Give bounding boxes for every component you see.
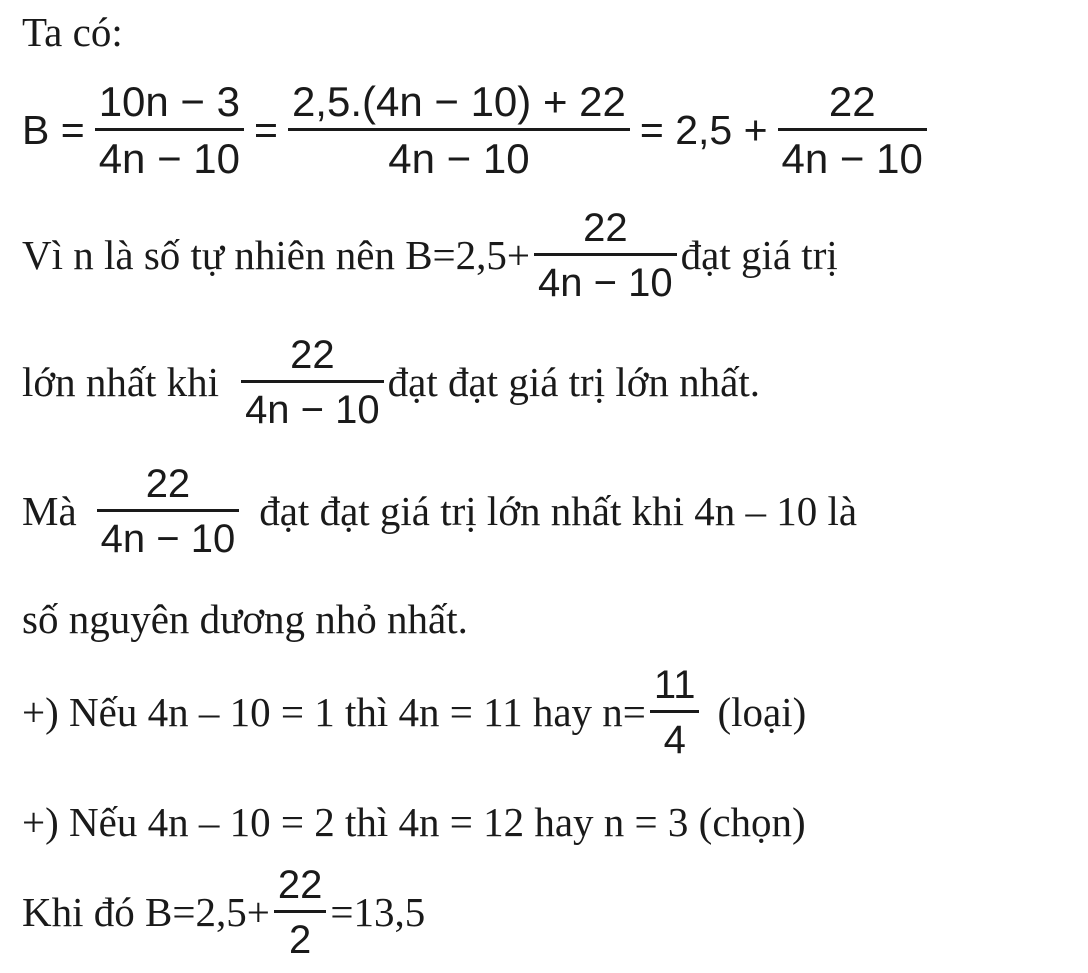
fraction-numerator: 22: [828, 78, 876, 125]
fraction-22-over-4n-10: [93, 463, 244, 560]
intro-line: [22, 8, 123, 56]
conclusion-text-before: Khi đó B=2,5+: [22, 889, 270, 936]
text-before-fraction: Vì n là số tự nhiên nên B=2,5+: [22, 232, 531, 279]
fraction-22-over-4n-10: [774, 80, 931, 181]
fraction-expanded: [284, 80, 634, 181]
fraction-denominator: 4n − 10: [98, 134, 240, 182]
statement-line-natural-number: [22, 207, 838, 304]
case-one-line: [22, 664, 806, 761]
text-before-fraction: Mà: [22, 488, 77, 535]
fraction-11-over-4: [646, 664, 704, 761]
text-after-fraction: đạt đạt giá trị lớn nhất.: [387, 359, 761, 406]
fraction-numerator: 22: [583, 206, 628, 250]
fraction-numerator: 2,5.(4n − 10) + 22: [291, 78, 626, 125]
case-one-result: (loại): [717, 689, 807, 736]
statement-line-but: [22, 463, 857, 560]
equals-sign: =: [254, 106, 278, 153]
equation-b-line: [22, 80, 931, 181]
fraction-numerator: 10n − 3: [98, 78, 240, 125]
intro-text: Ta có:: [22, 9, 123, 55]
equals-two-point-five-plus: = 2,5 +: [639, 106, 768, 153]
case-two-line: [22, 798, 806, 846]
fraction-numerator: 11: [653, 663, 696, 707]
statement-line-max-when: [22, 334, 760, 431]
fraction-numerator: 22: [277, 863, 323, 907]
text-after-fraction: đạt giá trị: [680, 232, 838, 279]
text-after-fraction: đạt đạt giá trị lớn nhất khi 4n – 10 là: [259, 488, 858, 535]
b-equals: B =: [22, 106, 85, 153]
fraction-denominator: 4n − 10: [538, 260, 673, 305]
conclusion-result: =13,5: [330, 889, 426, 936]
fraction-denominator: 4: [663, 717, 686, 762]
fraction-10n-3-over-4n-10: [91, 80, 248, 181]
text-before-fraction: lớn nhất khi: [22, 359, 220, 406]
statement-line-smallest-positive: [22, 595, 468, 643]
fraction-denominator: 2: [288, 917, 312, 962]
case-one-text: +) Nếu 4n – 10 = 1 thì 4n = 11 hay n=: [22, 689, 646, 736]
statement-text: số nguyên dương nhỏ nhất.: [22, 596, 468, 642]
conclusion-line: [22, 864, 425, 961]
fraction-denominator: 4n − 10: [388, 134, 530, 182]
fraction-numerator: 22: [145, 462, 191, 506]
fraction-denominator: 4n − 10: [781, 134, 923, 182]
fraction-denominator: 4n − 10: [100, 516, 236, 561]
fraction-22-over-4n-10: [530, 207, 681, 304]
fraction-22-over-4n-10: [237, 334, 388, 431]
fraction-denominator: 4n − 10: [245, 387, 380, 432]
fraction-22-over-2: [270, 864, 331, 961]
case-two-text: +) Nếu 4n – 10 = 2 thì 4n = 12 hay n = 3 (chọn): [22, 799, 806, 845]
fraction-numerator: 22: [290, 333, 335, 377]
